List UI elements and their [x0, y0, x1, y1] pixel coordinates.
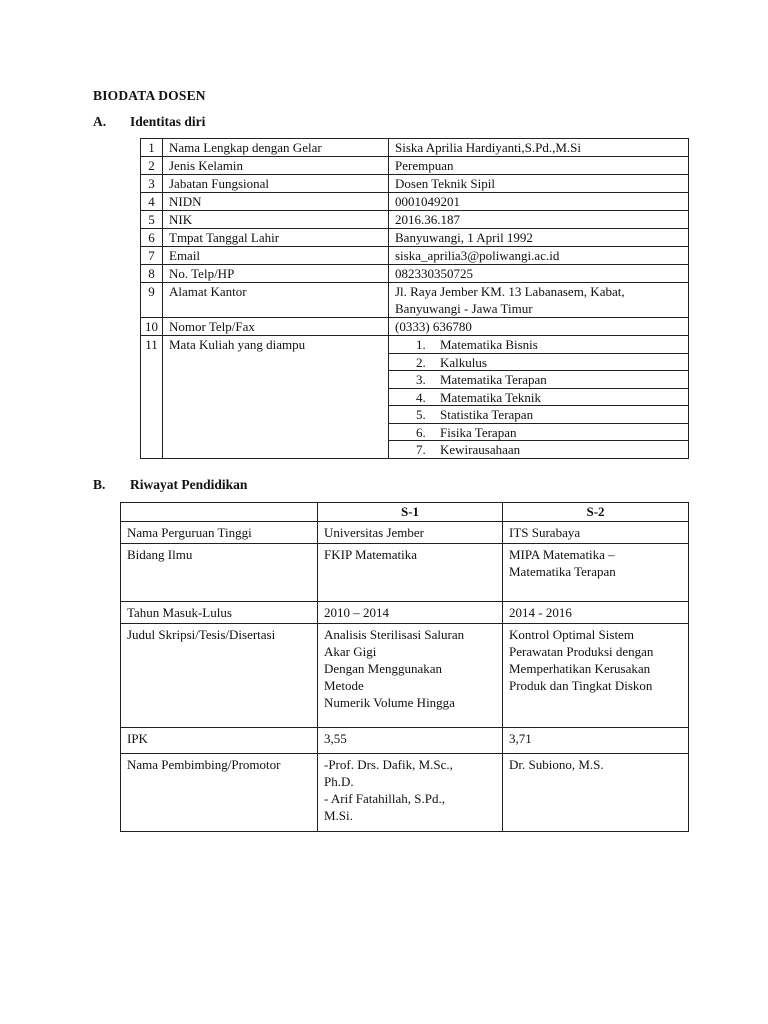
education-s2-line: Kontrol Optimal Sistem [509, 627, 634, 642]
course-number: 6. [416, 424, 426, 440]
field-value [389, 139, 689, 157]
education-row [121, 602, 689, 624]
course-name: Statistika Terapan [440, 407, 534, 422]
field-label: NIK [163, 211, 389, 229]
course-item [389, 424, 688, 442]
field-value [389, 193, 689, 211]
course-number: 1. [416, 337, 426, 352]
course-number: 7. [416, 442, 426, 457]
field-value-line: Siska Aprilia Hardiyanti,S.Pd.,M.Si [395, 140, 581, 155]
education-s2-line: Memperhatikan Kerusakan [509, 661, 651, 676]
field-value [389, 175, 689, 193]
education-s2 [503, 624, 689, 728]
education-s1-line: FKIP Matematika [324, 547, 418, 562]
section-a-letter: A. [93, 114, 107, 129]
education-s2-line: Dr. Subiono, M.S. [509, 757, 604, 772]
education-row [121, 544, 689, 602]
course-item [389, 354, 688, 372]
row-number: 1 [141, 139, 163, 157]
education-s1-line: 2010 – 2014 [324, 605, 389, 620]
education-s2-line: 2014 - 2016 [509, 605, 572, 620]
education-s2-line: ITS Surabaya [509, 525, 581, 540]
education-s1-line: Numerik Volume Hingga [324, 695, 455, 710]
education-s1 [318, 602, 503, 624]
section-a-heading [93, 114, 205, 130]
education-header: S-1 [318, 503, 503, 522]
education-s2 [503, 544, 689, 602]
field-label: Nomor Telp/Fax [163, 318, 389, 336]
education-row [121, 754, 689, 832]
education-s1-line: Ph.D. [324, 774, 354, 789]
course-name: Matematika Terapan [440, 372, 547, 387]
education-s2 [503, 728, 689, 754]
field-value-line: Dosen Teknik Sipil [395, 176, 495, 191]
course-name: Matematika Bisnis [440, 337, 538, 352]
row-number: 6 [141, 229, 163, 247]
course-number: 3. [416, 372, 426, 387]
field-value-line: 0001049201 [395, 194, 460, 209]
course-name: Kalkulus [440, 354, 487, 370]
section-a-title: Identitas diri [130, 114, 206, 129]
course-number: 5. [416, 407, 426, 422]
row-number: 8 [141, 265, 163, 283]
field-value [389, 265, 689, 283]
education-row [121, 522, 689, 544]
education-s1-line: M.Si. [324, 808, 353, 823]
identity-row [141, 336, 689, 459]
identity-row [141, 157, 689, 175]
course-name: Fisika Terapan [440, 424, 517, 440]
education-table [120, 502, 689, 832]
education-label: Tahun Masuk-Lulus [121, 602, 318, 624]
education-s2 [503, 602, 689, 624]
row-number: 2 [141, 157, 163, 175]
education-label: Nama Perguruan Tinggi [121, 522, 318, 544]
field-value [389, 211, 689, 229]
course-list [389, 336, 689, 459]
field-value [389, 318, 689, 336]
identity-row [141, 283, 689, 318]
identity-row [141, 139, 689, 157]
education-s1-line: -Prof. Drs. Dafik, M.Sc., [324, 757, 453, 772]
education-s1-line: Analisis Sterilisasi Saluran [324, 627, 465, 642]
course-number: 4. [416, 389, 426, 405]
education-s1 [318, 624, 503, 728]
identity-row [141, 229, 689, 247]
education-s1-line: Akar Gigi [324, 644, 377, 659]
row-number: 3 [141, 175, 163, 193]
education-header [121, 503, 318, 522]
education-s2-line: 3,71 [509, 731, 532, 746]
education-row [121, 728, 689, 754]
course-item [389, 389, 688, 407]
identity-row [141, 193, 689, 211]
education-s2-line: Matematika Terapan [509, 564, 616, 579]
field-value-line: Perempuan [395, 158, 454, 173]
education-s1 [318, 728, 503, 754]
field-value [389, 283, 689, 318]
identity-row [141, 247, 689, 265]
education-s2-line: Produk dan Tingkat Diskon [509, 678, 653, 693]
field-label: No. Telp/HP [163, 265, 389, 283]
education-s1 [318, 754, 503, 832]
identity-row [141, 265, 689, 283]
field-label: NIDN [163, 193, 389, 211]
education-header: S-2 [503, 503, 689, 522]
education-s1-line: Universitas Jember [324, 525, 425, 540]
course-number: 2. [416, 354, 426, 370]
field-label: Alamat Kantor [163, 283, 389, 318]
field-value-line: Banyuwangi - Jawa Timur [395, 301, 533, 316]
field-label: Email [163, 247, 389, 265]
field-label: Tmpat Tanggal Lahir [163, 229, 389, 247]
education-s1-line: 3,55 [324, 731, 347, 746]
field-value-line: (0333) 636780 [395, 319, 472, 334]
field-value-line: 082330350725 [395, 266, 473, 281]
row-number: 11 [141, 336, 163, 459]
row-number: 10 [141, 318, 163, 336]
field-value [389, 247, 689, 265]
education-label: Bidang Ilmu [121, 544, 318, 602]
identity-table [140, 138, 689, 459]
field-value [389, 229, 689, 247]
section-b-title: Riwayat Pendidikan [130, 477, 248, 492]
identity-row [141, 318, 689, 336]
field-value [389, 157, 689, 175]
row-number: 9 [141, 283, 163, 318]
education-s1 [318, 544, 503, 602]
education-s1-line: - Arif Fatahillah, S.Pd., [324, 791, 445, 806]
field-label: Jabatan Fungsional [163, 175, 389, 193]
education-s2-line: MIPA Matematika – [509, 547, 615, 562]
education-label: Nama Pembimbing/Promotor [121, 754, 318, 832]
field-value-line: 2016.36.187 [395, 212, 460, 227]
education-s1 [318, 522, 503, 544]
field-value-line: Jl. Raya Jember KM. 13 Labanasem, Kabat, [395, 284, 625, 299]
field-label: Nama Lengkap dengan Gelar [163, 139, 389, 157]
education-label: Judul Skripsi/Tesis/Disertasi [121, 624, 318, 728]
course-item [389, 406, 688, 424]
course-item [389, 441, 688, 458]
row-number: 4 [141, 193, 163, 211]
education-s2-line: Perawatan Produksi dengan [509, 644, 654, 659]
education-label: IPK [121, 728, 318, 754]
course-item [389, 371, 688, 389]
identity-row [141, 211, 689, 229]
page-title: BIODATA DOSEN [93, 88, 206, 103]
course-name: Matematika Teknik [440, 389, 542, 405]
course-name: Kewirausahaan [440, 442, 521, 457]
education-s1-line: Dengan Menggunakan [324, 661, 443, 676]
field-value-line: siska_aprilia3@poliwangi.ac.id [395, 248, 560, 263]
section-b-heading [93, 477, 247, 493]
identity-row [141, 175, 689, 193]
education-s2 [503, 754, 689, 832]
course-item [389, 336, 688, 354]
row-number: 7 [141, 247, 163, 265]
section-b-letter: B. [93, 477, 106, 492]
education-row [121, 624, 689, 728]
row-number: 5 [141, 211, 163, 229]
field-value-line: Banyuwangi, 1 April 1992 [395, 230, 533, 245]
education-s1-line: Metode [324, 678, 364, 693]
education-s2 [503, 522, 689, 544]
field-label: Jenis Kelamin [163, 157, 389, 175]
field-label: Mata Kuliah yang diampu [163, 336, 389, 459]
